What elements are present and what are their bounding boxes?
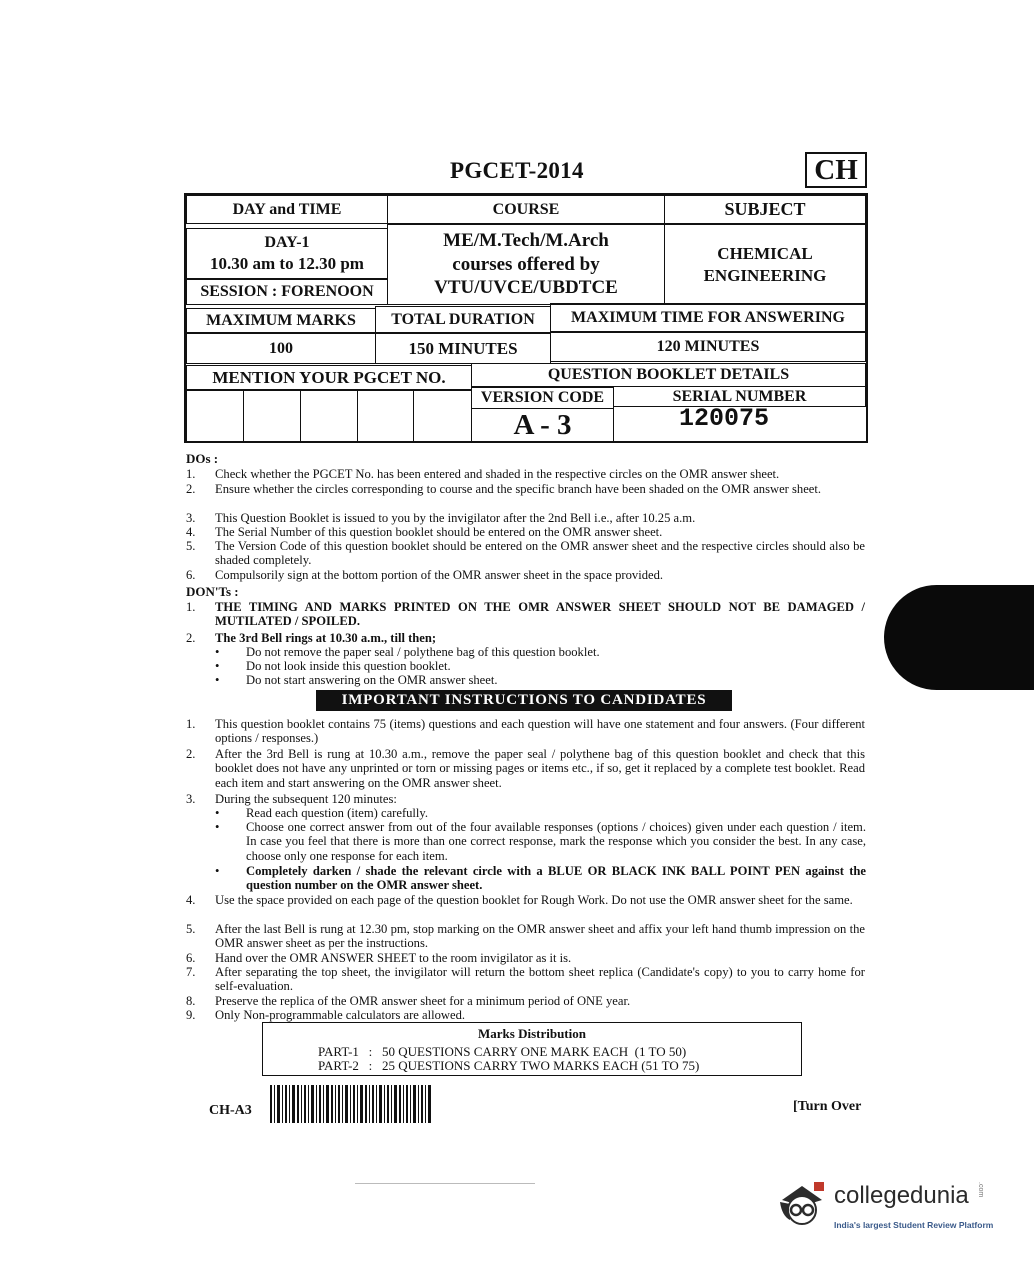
brand-suffix: .com bbox=[977, 1182, 984, 1198]
donts-bullet: Do not start answering on the OMR answer sheet. bbox=[246, 673, 498, 687]
bullet-icon: • bbox=[215, 659, 220, 673]
student-mascot-icon bbox=[776, 1176, 828, 1236]
brand-tagline: India's largest Student Review Platform bbox=[834, 1220, 994, 1230]
pgcet-digit-box[interactable] bbox=[357, 390, 414, 442]
version-code-header: VERSION CODE bbox=[471, 387, 614, 409]
dos-num: 3. bbox=[186, 511, 196, 525]
dos-item: Ensure whether the circles corresponding to course and the specific branch have been shaded on the OMR answer sheet. bbox=[215, 482, 822, 496]
turn-over-label: [Turn Over bbox=[793, 1099, 862, 1114]
pgcet-digit-box[interactable] bbox=[186, 390, 244, 442]
course-header: COURSE bbox=[387, 195, 665, 224]
instruction-num: 5. bbox=[186, 922, 196, 936]
instruction-item: After separating the top sheet, the invigilator will return the bottom sheet replica (Candidate's copy) to you to carry home for self-evaluation. bbox=[215, 965, 865, 994]
session-cell: SESSION : FORENOON bbox=[186, 279, 388, 305]
course-line-3: VTU/UVCE/UBDTCE bbox=[434, 277, 618, 299]
scan-artifact-blob bbox=[884, 585, 1034, 690]
instruction-num: 2. bbox=[186, 747, 196, 761]
subject-cell bbox=[664, 224, 866, 305]
marks-distribution-title: Marks Distribution bbox=[478, 1026, 586, 1041]
time-value: 10.30 am to 12.30 pm bbox=[210, 253, 364, 273]
bullet-icon: • bbox=[215, 864, 220, 878]
instruction-num: 1. bbox=[186, 717, 196, 731]
pgcet-no-header: MENTION YOUR PGCET NO. bbox=[186, 365, 472, 390]
pgcet-digit-box[interactable] bbox=[300, 390, 358, 442]
serial-number-value: 120075 bbox=[678, 404, 769, 434]
pgcet-digit-box[interactable] bbox=[413, 390, 472, 442]
course-line-2: courses offered by bbox=[452, 253, 600, 275]
instruction-bullet: Completely darken / shade the relevant circle with a BLUE OR BLACK INK BALL POINT PEN against the question number on the OMR answer sheet. bbox=[246, 864, 866, 893]
dos-num: 1. bbox=[186, 467, 196, 481]
dos-num: 2. bbox=[186, 482, 196, 496]
dos-item: The Serial Number of this question booklet should be entered on the OMR answer sheet. bbox=[215, 525, 663, 539]
instruction-bullet: Read each question (item) carefully. bbox=[246, 806, 429, 820]
dos-section bbox=[186, 452, 876, 592]
barcode-icon bbox=[270, 1085, 432, 1123]
donts-item: The 3rd Bell rings at 10.30 a.m., till then; bbox=[215, 631, 437, 645]
instruction-item: Only Non-programmable calculators are allowed. bbox=[215, 1008, 466, 1022]
brand-name: collegedunia bbox=[834, 1182, 969, 1209]
dos-num: 5. bbox=[186, 539, 196, 553]
dos-num: 4. bbox=[186, 525, 196, 539]
subject-code-box: CH bbox=[805, 152, 867, 188]
subject-line-1: CHEMICAL bbox=[717, 244, 813, 264]
pgcet-digit-box[interactable] bbox=[243, 390, 301, 442]
instruction-num: 9. bbox=[186, 1008, 196, 1022]
version-code-value: A - 3 bbox=[471, 408, 614, 442]
instruction-item: During the subsequent 120 minutes: bbox=[215, 792, 397, 806]
course-cell bbox=[387, 224, 665, 305]
total-duration-value: 150 MINUTES bbox=[375, 333, 551, 364]
dos-num: 6. bbox=[186, 568, 196, 582]
dos-heading: DOs : bbox=[186, 451, 219, 466]
donts-section bbox=[186, 585, 876, 689]
instruction-item: Use the space provided on each page of the question booklet for Rough Work. Do not use the OMR answer sheet for the same. bbox=[215, 893, 853, 907]
instruction-item: This question booklet contains 75 (items) questions and each question will have one statement and four answers. (Four different options / responses.) bbox=[215, 717, 865, 746]
instruction-item: Preserve the replica of the OMR answer sheet for a minimum period of ONE year. bbox=[215, 994, 631, 1008]
max-time-value: 120 MINUTES bbox=[550, 331, 866, 362]
total-duration-header: TOTAL DURATION bbox=[375, 306, 551, 333]
day-time-cell bbox=[186, 228, 388, 279]
instruction-item: After the last Bell is rung at 12.30 pm, stop marking on the OMR answer sheet and affix your left hand thumb impression on the OMR answer sheet as per the instructions. bbox=[215, 922, 865, 951]
marks-part-2: PART-2 : 25 QUESTIONS CARRY TWO MARKS EACH (51 TO 75) bbox=[318, 1058, 700, 1073]
bullet-icon: • bbox=[215, 645, 220, 659]
instruction-num: 7. bbox=[186, 965, 196, 979]
day-value: DAY-1 bbox=[264, 233, 310, 251]
instruction-num: 4. bbox=[186, 893, 196, 907]
bullet-icon: • bbox=[215, 673, 220, 687]
instruction-num: 6. bbox=[186, 951, 196, 965]
instruction-item: After the 3rd Bell is rung at 10.30 a.m., remove the paper seal / polythene bag of this question booklet and check that this booklet does not have any unprinted or torn or missing pages or items etc., if so, get it replaced by a complete test booklet. Read each item and start answering on the OMR answer sheet. bbox=[215, 747, 865, 790]
day-time-header: DAY and TIME bbox=[186, 195, 388, 224]
subject-header: SUBJECT bbox=[664, 195, 866, 224]
serial-number-header: SERIAL NUMBER bbox=[613, 386, 866, 407]
dos-item: The Version Code of this question booklet should be entered on the OMR answer sheet and the respective circles should also be shaded completely. bbox=[215, 539, 865, 568]
donts-heading: DON'Ts : bbox=[186, 584, 239, 599]
marks-distribution-box bbox=[262, 1022, 802, 1076]
collegedunia-logo bbox=[776, 1176, 1006, 1240]
dos-item: This Question Booklet is issued to you by the invigilator after the 2nd Bell i.e., after 10.25 a.m. bbox=[215, 511, 696, 525]
marks-part-1: PART-1 : 50 QUESTIONS CARRY ONE MARK EACH (1 TO 50) bbox=[318, 1044, 687, 1059]
donts-bullet: Do not remove the paper seal / polythene bag of this question booklet. bbox=[246, 645, 600, 659]
donts-item: THE TIMING AND MARKS PRINTED ON THE OMR ANSWER SHEET SHOULD NOT BE DAMAGED / MUTILATED / SPOILED. bbox=[215, 600, 865, 629]
instruction-bullet: Choose one correct answer from out of the four available responses (options / choices) given under each question / item. In case you feel that there is more than one correct response, mark the response which you consider the best. In any case, choose only one response for each item. bbox=[246, 820, 866, 863]
bullet-icon: • bbox=[215, 820, 220, 834]
instruction-num: 8. bbox=[186, 994, 196, 1008]
page-title: PGCET-2014 bbox=[450, 158, 584, 183]
booklet-details-header: QUESTION BOOKLET DETAILS bbox=[471, 363, 866, 387]
donts-bullet: Do not look inside this question booklet. bbox=[246, 659, 451, 673]
exam-details-table bbox=[184, 193, 868, 443]
course-line-1: ME/M.Tech/M.Arch bbox=[443, 229, 609, 251]
scan-line bbox=[355, 1183, 535, 1184]
bullet-icon: • bbox=[215, 806, 220, 820]
subject-line-2: ENGINEERING bbox=[703, 265, 827, 285]
max-marks-value: 100 bbox=[186, 333, 376, 364]
instructions-section bbox=[186, 717, 876, 1022]
dos-item: Compulsorily sign at the bottom portion of the OMR answer sheet in the space provided. bbox=[215, 568, 664, 582]
max-time-header: MAXIMUM TIME FOR ANSWERING bbox=[550, 303, 866, 333]
instructions-heading: IMPORTANT INSTRUCTIONS TO CANDIDATES bbox=[316, 690, 732, 711]
donts-num: 1. bbox=[186, 600, 196, 614]
max-marks-header: MAXIMUM MARKS bbox=[186, 308, 376, 333]
instruction-item: Hand over the OMR ANSWER SHEET to the room invigilator as it is. bbox=[215, 951, 572, 965]
dos-item: Check whether the PGCET No. has been entered and shaded in the respective circles on the OMR answer sheet. bbox=[215, 467, 780, 481]
instruction-num: 3. bbox=[186, 792, 196, 806]
booklet-code: CH-A3 bbox=[209, 1103, 252, 1118]
donts-num: 2. bbox=[186, 631, 196, 645]
